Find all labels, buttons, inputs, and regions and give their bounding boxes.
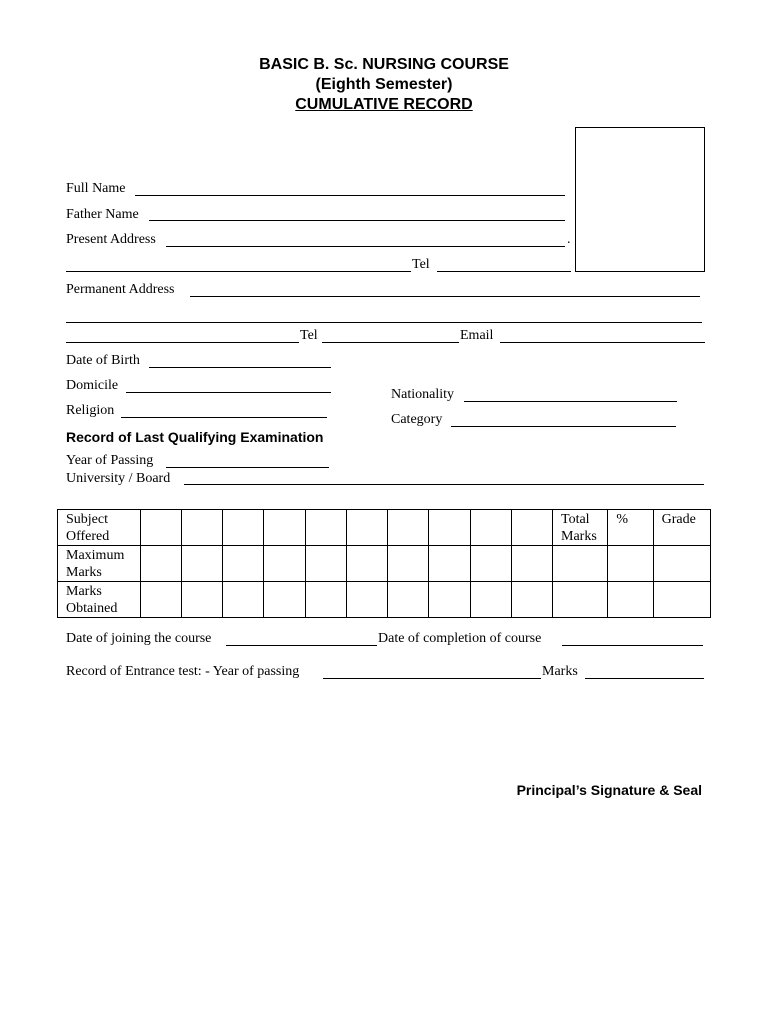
- table-cell[interactable]: [608, 546, 653, 582]
- table-cell[interactable]: [140, 582, 181, 618]
- full-name-label: Full Name: [66, 181, 126, 196]
- present-address-label: Present Address: [66, 232, 156, 247]
- table-cell[interactable]: [388, 582, 429, 618]
- signature-label: Principal’s Signature & Seal: [516, 782, 702, 798]
- present-address-line-2[interactable]: [66, 271, 411, 272]
- category-label: Category: [391, 412, 443, 427]
- form-subtitle: (Eighth Semester): [315, 76, 453, 93]
- dob-line[interactable]: [149, 367, 331, 368]
- row-label-line-1: Marks: [66, 584, 102, 599]
- permanent-address-label: Permanent Address: [66, 282, 175, 297]
- present-address-end: .: [567, 232, 571, 247]
- table-cell[interactable]: [305, 510, 346, 546]
- record-title: CUMULATIVE RECORD: [295, 96, 473, 113]
- tel2-label: Tel: [300, 328, 318, 343]
- table-cell[interactable]: [511, 582, 552, 618]
- table-cell[interactable]: [511, 510, 552, 546]
- table-cell[interactable]: [470, 582, 511, 618]
- tel2-line[interactable]: [322, 342, 459, 343]
- permanent-address-line[interactable]: [190, 296, 700, 297]
- table-cell[interactable]: [388, 546, 429, 582]
- table-cell[interactable]: [429, 510, 470, 546]
- percent-header: %: [608, 510, 653, 546]
- table-cell[interactable]: [264, 546, 305, 582]
- total-marks-line-1: Total: [561, 512, 590, 527]
- table-cell[interactable]: [223, 582, 264, 618]
- table-cell[interactable]: [470, 510, 511, 546]
- tel-label: Tel: [412, 257, 430, 272]
- table-cell[interactable]: [223, 510, 264, 546]
- table-cell[interactable]: [140, 510, 181, 546]
- total-marks-header: [553, 510, 608, 546]
- entrance-marks-label: Marks: [542, 664, 578, 679]
- nationality-label: Nationality: [391, 387, 454, 402]
- row-label: [58, 510, 141, 546]
- table-cell[interactable]: [511, 546, 552, 582]
- row-label-line-2: Marks: [66, 565, 102, 580]
- row-label: [58, 582, 141, 618]
- nationality-line[interactable]: [464, 401, 677, 402]
- full-name-line[interactable]: [135, 195, 565, 196]
- table-row: [58, 546, 711, 582]
- row-label-line-2: Offered: [66, 529, 110, 544]
- domicile-line[interactable]: [126, 392, 331, 393]
- row-label-line-1: Subject: [66, 512, 108, 527]
- total-marks-line-2: Marks: [561, 529, 597, 544]
- father-name-line[interactable]: [149, 220, 565, 221]
- dob-label: Date of Birth: [66, 353, 140, 368]
- domicile-label: Domicile: [66, 378, 119, 393]
- university-line[interactable]: [184, 484, 704, 485]
- table-cell[interactable]: [181, 510, 222, 546]
- permanent-address-line-3[interactable]: [66, 342, 299, 343]
- grade-header: Grade: [653, 510, 710, 546]
- table-cell[interactable]: [346, 582, 387, 618]
- university-label: University / Board: [66, 471, 171, 486]
- table-cell[interactable]: [223, 546, 264, 582]
- table-cell[interactable]: [181, 582, 222, 618]
- table-cell[interactable]: [429, 582, 470, 618]
- email-line[interactable]: [500, 342, 705, 343]
- entrance-year-line[interactable]: [323, 678, 541, 679]
- category-line[interactable]: [451, 426, 676, 427]
- year-passing-line[interactable]: [166, 467, 329, 468]
- table-cell[interactable]: [653, 546, 710, 582]
- tel-line[interactable]: [437, 271, 571, 272]
- table-cell[interactable]: [653, 582, 710, 618]
- date-completion-line[interactable]: [562, 645, 703, 646]
- date-joining-label: Date of joining the course: [66, 631, 212, 646]
- religion-line[interactable]: [121, 417, 327, 418]
- table-row: [58, 510, 711, 546]
- religion-label: Religion: [66, 403, 115, 418]
- year-passing-label: Year of Passing: [66, 453, 154, 468]
- table-row: [58, 582, 711, 618]
- table-cell[interactable]: [140, 546, 181, 582]
- table-cell[interactable]: [553, 546, 608, 582]
- date-completion-label: Date of completion of course: [378, 631, 542, 646]
- permanent-address-line-2[interactable]: [66, 322, 702, 323]
- father-name-label: Father Name: [66, 207, 139, 222]
- form-title: BASIC B. Sc. NURSING COURSE: [259, 56, 509, 73]
- entrance-marks-line[interactable]: [585, 678, 704, 679]
- email-label: Email: [460, 328, 494, 343]
- table-cell[interactable]: [181, 546, 222, 582]
- table-cell[interactable]: [553, 582, 608, 618]
- table-cell[interactable]: [264, 582, 305, 618]
- row-label-line-1: Maximum: [66, 548, 125, 563]
- exam-heading: Record of Last Qualifying Examination: [66, 429, 324, 445]
- table-cell[interactable]: [346, 546, 387, 582]
- row-label-line-2: Obtained: [66, 601, 118, 616]
- photo-box: [575, 127, 705, 272]
- row-label: [58, 546, 141, 582]
- table-cell[interactable]: [470, 546, 511, 582]
- present-address-line[interactable]: [166, 246, 565, 247]
- date-joining-line[interactable]: [226, 645, 377, 646]
- table-cell[interactable]: [346, 510, 387, 546]
- table-cell[interactable]: [305, 582, 346, 618]
- entrance-label: Record of Entrance test: - Year of passing: [66, 664, 300, 679]
- table-cell[interactable]: [264, 510, 305, 546]
- table-cell[interactable]: [305, 546, 346, 582]
- table-cell[interactable]: [388, 510, 429, 546]
- table-cell[interactable]: [608, 582, 653, 618]
- marks-table: [57, 509, 711, 618]
- table-cell[interactable]: [429, 546, 470, 582]
